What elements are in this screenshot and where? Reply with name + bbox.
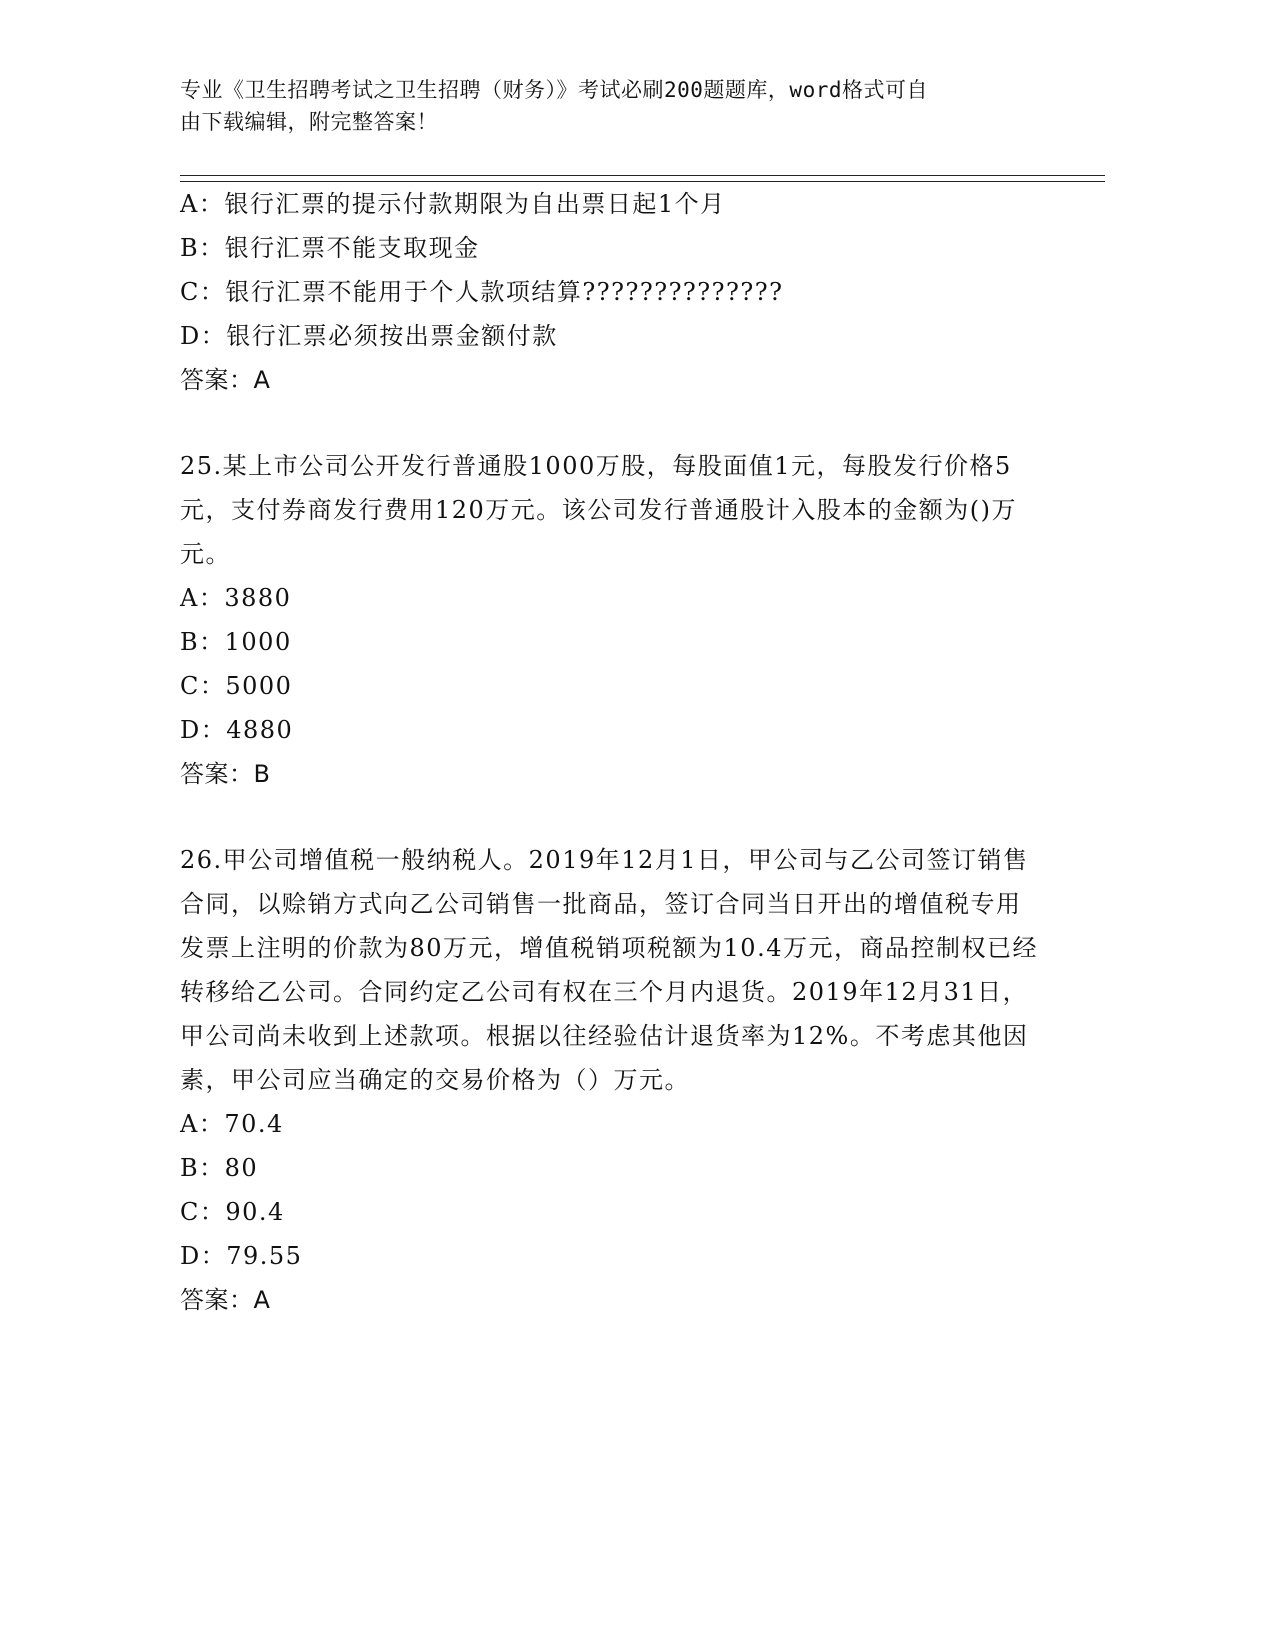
- document-header: [180, 74, 1060, 138]
- question-24-block: [180, 182, 1060, 402]
- answer-label: 答案：B: [180, 760, 271, 788]
- header-divider-top: [180, 175, 1105, 176]
- question-25-block: [180, 444, 1060, 796]
- answer-label: 答案：A: [180, 366, 271, 394]
- header-line-2: 由下载编辑，附完整答案！: [180, 110, 438, 134]
- option-c: C：银行汇票不能用于个人款项结算??????????????: [180, 278, 784, 306]
- option-c: C：5000: [180, 672, 293, 700]
- answer-label: 答案：A: [180, 1286, 271, 1314]
- option-a: A：3880: [180, 584, 292, 612]
- question-26-block: [180, 838, 1060, 1322]
- option-d: D：银行汇票必须按出票金额付款: [180, 322, 558, 350]
- option-a: A：70.4: [180, 1110, 284, 1138]
- option-b: B：1000: [180, 628, 292, 656]
- question-stem: 25.某上市公司公开发行普通股1000万股，每股面值1元，每股发行价格5元，支付券商发行费用120万元。该公司发行普通股计入股本的金额为()万元。: [180, 452, 1018, 568]
- question-stem: 26.甲公司增值税一般纳税人。2019年12月1日，甲公司与乙公司签订销售合同，以赊销方式向乙公司销售一批商品，签订合同当日开出的增值税专用发票上注明的价款为80万元，增值税销项税额为10.4万元，商品控制权已经转移给乙公司。合同约定乙公司有权在三个月内退货。2019年12月31日，甲公司尚未收到上述款项。根据以往经验估计退货率为12%。不考虑其他因素，甲公司应当确定的交易价格为（）万元。: [180, 846, 1038, 1094]
- option-b: B：银行汇票不能支取现金: [180, 234, 480, 262]
- option-b: B：80: [180, 1154, 259, 1182]
- question-content: [180, 182, 1060, 1322]
- option-d: D：79.55: [180, 1242, 303, 1270]
- header-line-1: 专业《卫生招聘考试之卫生招聘（财务）》考试必刷200题题库，word格式可自: [180, 78, 928, 102]
- option-c: C：90.4: [180, 1198, 285, 1226]
- option-d: D：4880: [180, 716, 294, 744]
- option-a: A：银行汇票的提示付款期限为自出票日起1个月: [180, 190, 726, 218]
